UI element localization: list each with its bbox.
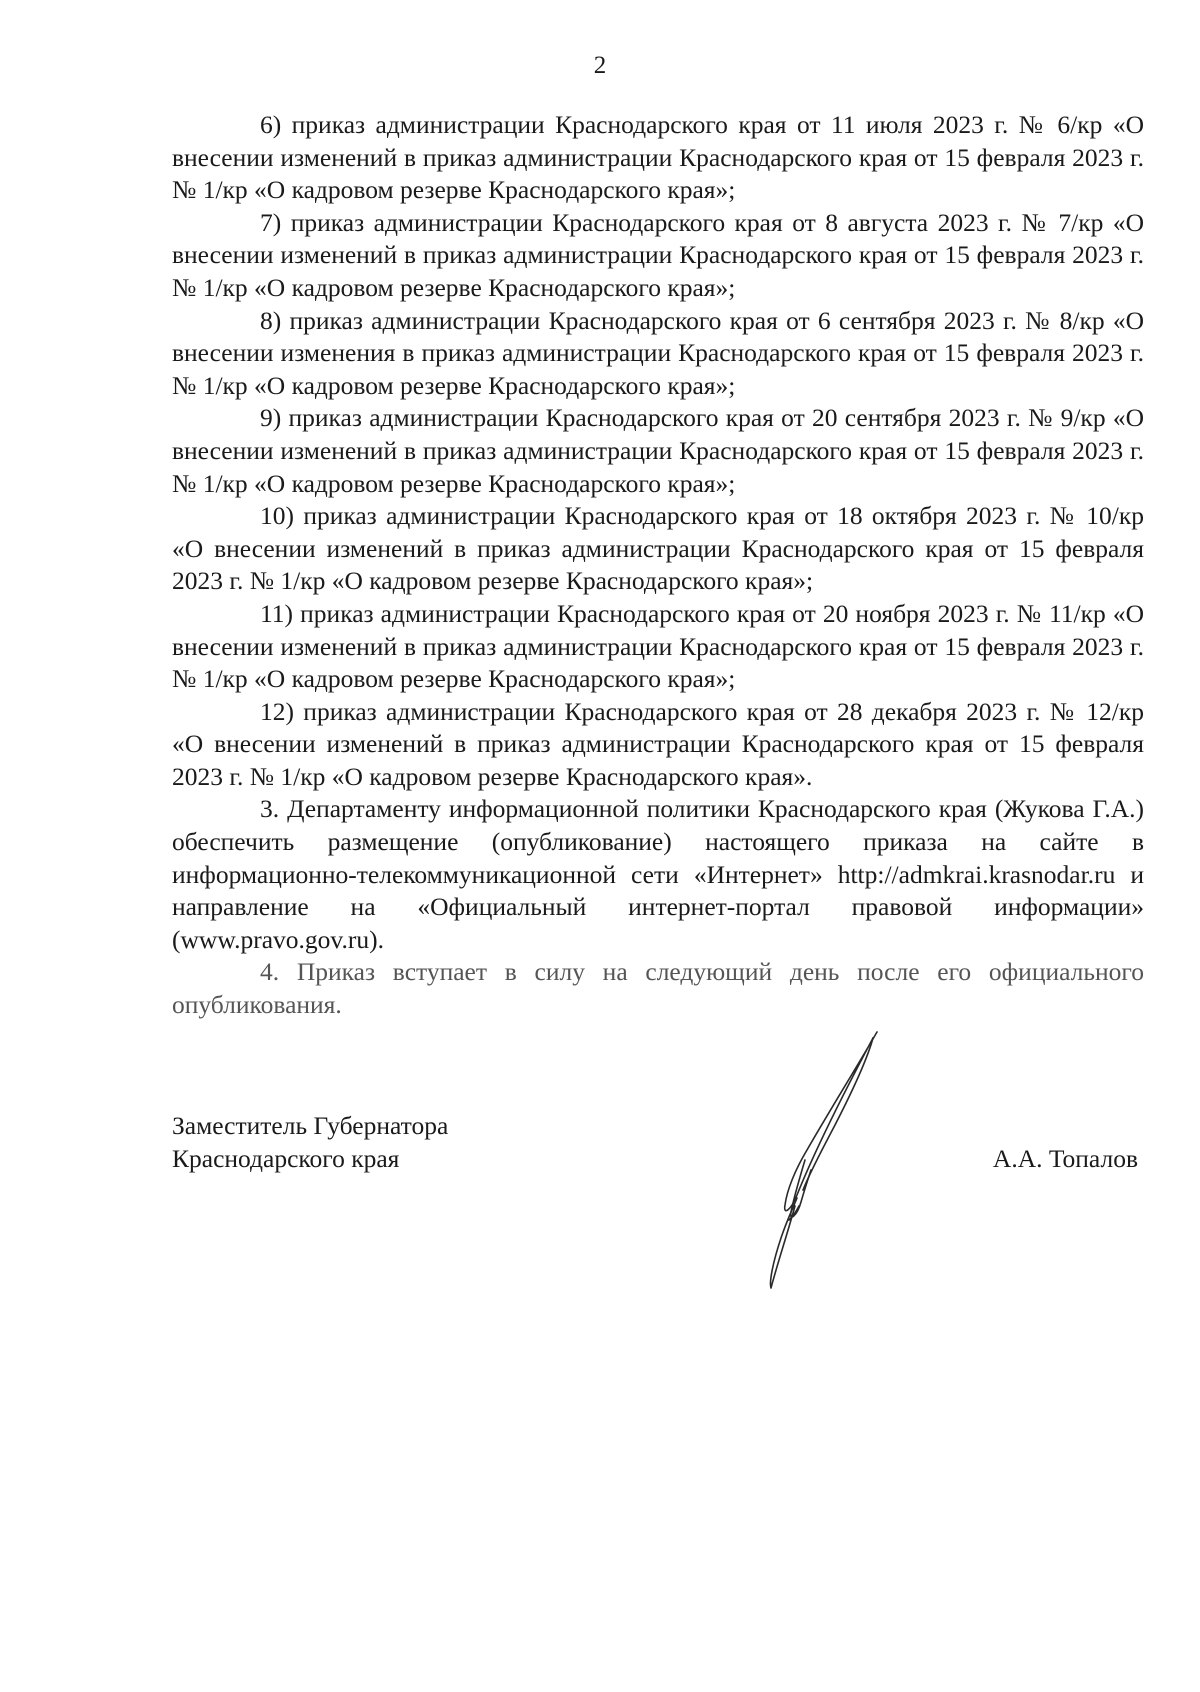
signatory-title-line-1: Заместитель Губернатора [172,1111,449,1140]
list-item-12: 12) приказ администрации Краснодарского края от 28 декабря 2023 г. № 12/кр «О внесении изменений в приказ администрации Краснодарского края от 15 февраля 2023 г. № 1/кр «О кадровом резерве Краснодарского края». [172,696,1144,791]
signatory-title [172,1109,448,1175]
list-item-7: 7) приказ администрации Краснодарского края от 8 августа 2023 г. № 7/кр «О внесении изменений в приказ администрации Краснодарского края от 15 февраля 2023 г. № 1/кр «О кадровом резерве Краснодарского края»; [172,207,1144,302]
list-item-10: 10) приказ администрации Краснодарского края от 18 октября 2023 г. № 10/кр «О внесении изменений в приказ администрации Краснодарского края от 15 февраля 2023 г. № 1/кр «О кадровом резерве Краснодарского края»; [172,501,1144,596]
list-item-11: 11) приказ администрации Краснодарского края от 20 ноября 2023 г. № 11/кр «О внесении изменений в приказ администрации Краснодарского края от 15 февраля 2023 г. № 1/кр «О кадровом резерве Краснодарского края»; [172,598,1144,694]
clause-4: 4. Приказ вступает в силу на следующий день после его официального опубликования. [172,957,1144,1020]
handwritten-signature [735,1030,885,1290]
document-body [172,109,1144,1022]
list-item-9: 9) приказ администрации Краснодарского края от 20 сентября 2023 г. № 9/кр «О внесении изменений в приказ администрации Краснодарского края от 15 февраля 2023 г. № 1/кр «О кадровом резерве Краснодарского края»; [172,403,1144,498]
signatory-name: А.А. Топалов [992,1144,1138,1173]
signatory-title-line-2: Краснодарского края [172,1144,400,1173]
clause-3: 3. Департаменту информационной политики Краснодарского края (Жукова Г.А.) обеспечить размещение (опубликование) настоящего приказа на сайте в информационно-телекоммуникационной сети «Интернет» http://admkrai.krasnodar.ru и направление на «Официальный интернет-портал правовой информации» (www.pravo.gov.ru). [172,794,1144,954]
list-item-6: 6) приказ администрации Краснодарского края от 11 июля 2023 г. № 6/кр «О внесении изменений в приказ администрации Краснодарского края от 15 февраля 2023 г. № 1/кр «О кадровом резерве Краснодарского края»; [172,110,1144,205]
list-item-8: 8) приказ администрации Краснодарского края от 6 сентября 2023 г. № 8/кр «О внесении изменения в приказ администрации Краснодарского края от 15 февраля 2023 г. № 1/кр «О кадровом резерве Краснодарского края»; [172,305,1144,400]
page-number: 2 [593,52,607,79]
